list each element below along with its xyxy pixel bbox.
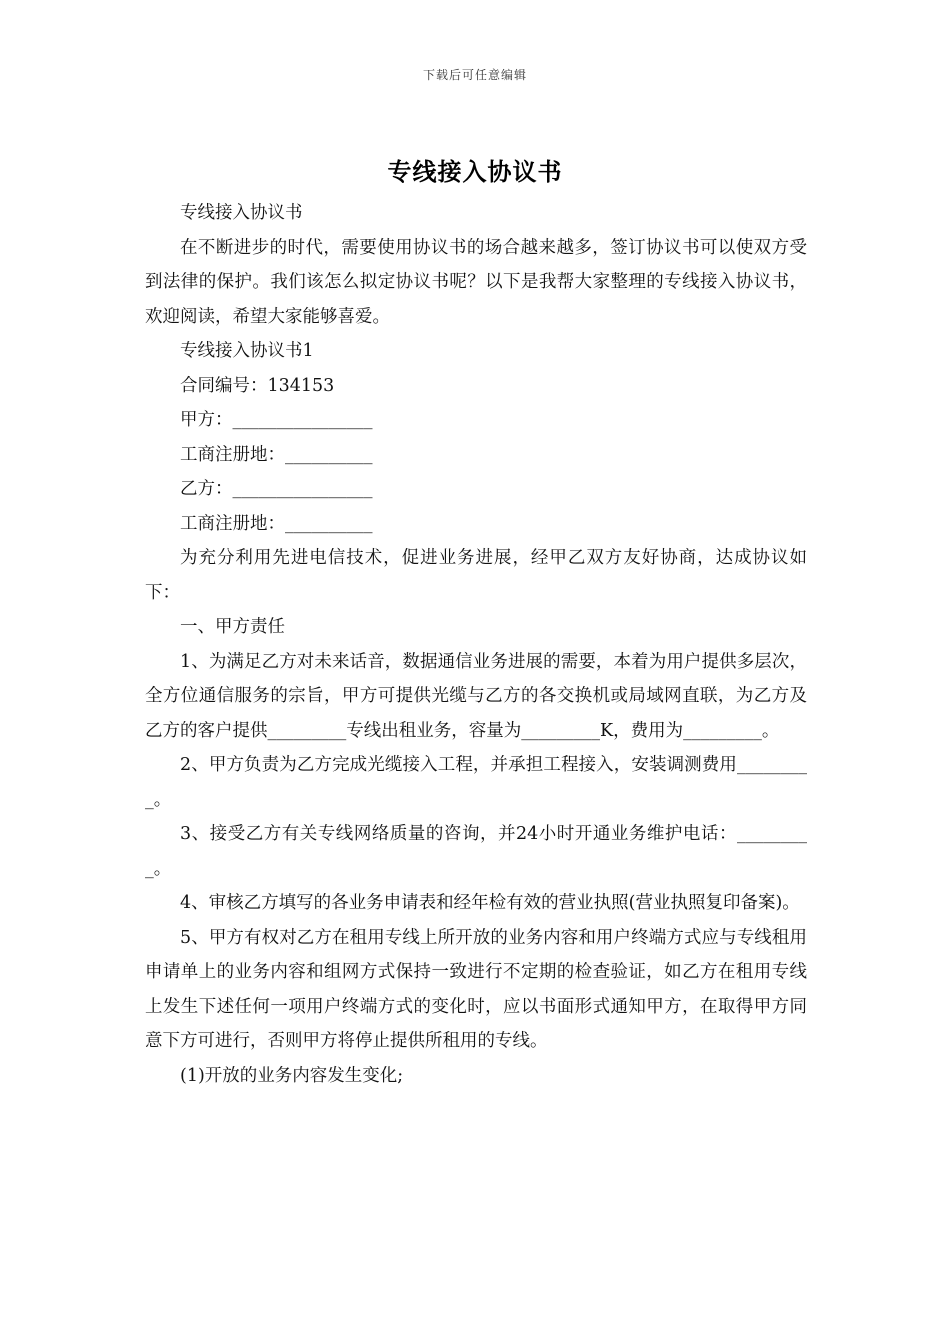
- paragraph-party-a: 甲方：________________: [180, 410, 373, 430]
- paragraph-intro: 在不断进步的时代，需要使用协议书的场合越来越多，签订协议书可以使双方受到法律的保护。我们该怎么拟定协议书呢？以下是我帮大家整理的专线接入协议书，欢迎阅读，希望大家能够喜爱。: [145, 237, 807, 327]
- clause-5: 5、甲方有权对乙方在租用专线上所开放的业务内容和用户终端方式应与专线租用申请单上的业务内容和组网方式保持一致进行不定期的检查验证，如乙方在租用专线上发生下述任何一项用户终端方式的变化时，应以书面形式通知甲方，在取得甲方同意下方可进行，否则甲方将停止提供所租用的专线。: [145, 927, 807, 1051]
- document-body: [145, 196, 807, 1093]
- paragraph-agreement-heading: 专线接入协议书1: [180, 341, 314, 361]
- clause-3: 3、接受乙方有关专线网络质量的咨询，并24小时开通业务维护电话：_________。: [145, 824, 807, 879]
- paragraph-subtitle: 专线接入协议书: [180, 203, 303, 223]
- paragraph-preamble: 为充分利用先进电信技术，促进业务进展，经甲乙双方友好协商，达成协议如下：: [145, 548, 807, 603]
- paragraph-party-b: 乙方：________________: [180, 479, 373, 499]
- clause-4: 4、审核乙方填写的各业务申请表和经年检有效的营业执照(营业执照复印备案)。: [180, 893, 800, 913]
- clause-2: 2、甲方负责为乙方完成光缆接入工程，并承担工程接入，安装调测费用_________。: [145, 755, 807, 810]
- header-note: 下载后可任意编辑: [422, 68, 527, 82]
- document-title: 专线接入协议书: [387, 157, 563, 186]
- paragraph-party-a-address: 工商注册地：__________: [180, 444, 373, 465]
- paragraph-contract-number: 合同编号：134153: [180, 375, 335, 396]
- clause-5-item-1: (1)开放的业务内容发生变化;: [180, 1065, 404, 1086]
- section-heading-party-a-duties: 一、甲方责任: [180, 617, 285, 637]
- clause-1: 1、为满足乙方对未来话音，数据通信业务进展的需要，本着为用户提供多层次，全方位通信服务的宗旨，甲方可提供光缆与乙方的各交换机或局域网直联，为乙方及乙方的客户提供_________专线出租业务，容量为_________K，费用为_________。: [145, 651, 807, 741]
- paragraph-party-b-address: 工商注册地：__________: [180, 513, 373, 534]
